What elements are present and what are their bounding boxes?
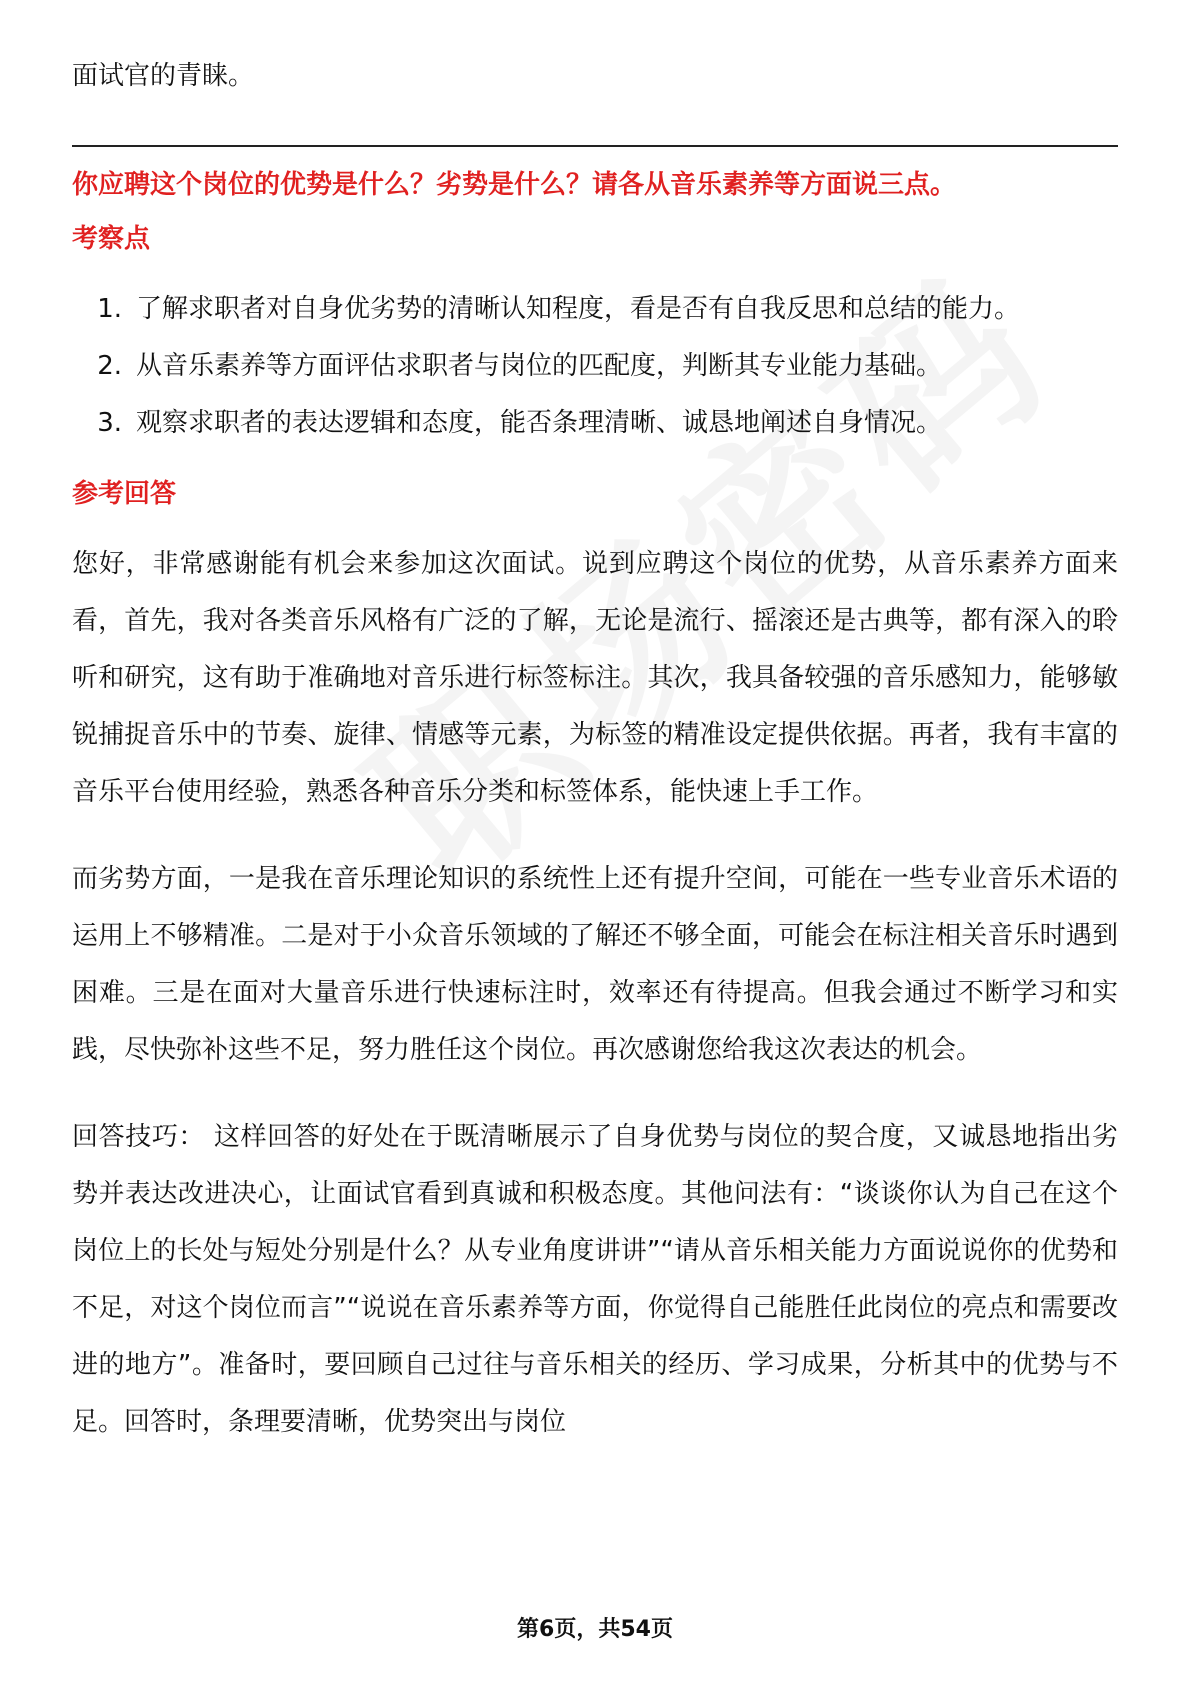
answer-title: 参考回答 [72, 479, 177, 509]
answer-paragraph: 您好，非常感谢能有机会来参加这次面试。说到应聘这个岗位的优势，从音乐素养方面来看，首先，我对各类音乐风格有广泛的了解，无论是流行、摇滚还是古典等，都有深入的聆听和研究，这有助于准确地对音乐进行标签标注。其次，我具备较强的音乐感知力，能够敏锐捕捉音乐中的节奏、旋律、情感等元素，为标签的精准设定提供依据。再者，我有丰富的音乐平台使用经验，熟悉各种音乐分类和标签体系，能快速上手工作。 [72, 549, 1118, 807]
list-item [72, 338, 1118, 395]
question-heading: 你应聘这个岗位的优势是什么？劣势是什么？请各从音乐素养等方面说三点。 [72, 170, 957, 200]
list-item-text: 了解求职者对自身优劣势的清晰认知程度，看是否有自我反思和总结的能力。 [136, 294, 1021, 324]
list-item-number: 3. [97, 408, 122, 438]
list-item-number: 2. [97, 351, 122, 381]
tips-paragraph: 回答技巧： 这样回答的好处在于既清晰展示了自身优势与岗位的契合度，又诚恳地指出劣势并表达改进决心，让面试官看到真诚和积极态度。其他问法有：“谈谈你认为自己在这个岗位上的长处与短处分别是什么？从专业角度讲讲”“请从音乐相关能力方面说说你的优势和不足，对这个岗位而言”“说说在音乐素养等方面，你觉得自己能胜任此岗位的亮点和需要改进的地方”。准备时，要回顾自己过往与音乐相关的经历、学习成果，分析其中的优势与不足。回答时，条理要清晰，优势突出与岗位 [72, 1122, 1118, 1437]
answer-paragraph: 而劣势方面，一是我在音乐理论知识的系统性上还有提升空间，可能在一些专业音乐术语的运用上不够精准。二是对于小众音乐领域的了解还不够全面，可能会在标注相关音乐时遇到困难。三是在面对大量音乐进行快速标注时，效率还有待提高。但我会通过不断学习和实践，尽快弥补这些不足，努力胜任这个岗位。再次感谢您给我这次表达的机会。 [72, 864, 1118, 1065]
page-content [72, 48, 1118, 1451]
points-list [72, 281, 1118, 452]
points-title: 考察点 [72, 224, 151, 254]
list-item [72, 395, 1118, 452]
page-footer: 第6页，共54页 [517, 1617, 673, 1642]
list-item-text: 从音乐素养等方面评估求职者与岗位的匹配度，判断其专业能力基础。 [136, 351, 943, 381]
intro-tail-text: 面试官的青睐。 [72, 61, 255, 91]
section-divider [72, 145, 1118, 147]
list-item-text: 观察求职者的表达逻辑和态度，能否条理清晰、诚恳地阐述自身情况。 [136, 408, 943, 438]
list-item-number: 1. [97, 294, 122, 324]
list-item [72, 281, 1118, 338]
